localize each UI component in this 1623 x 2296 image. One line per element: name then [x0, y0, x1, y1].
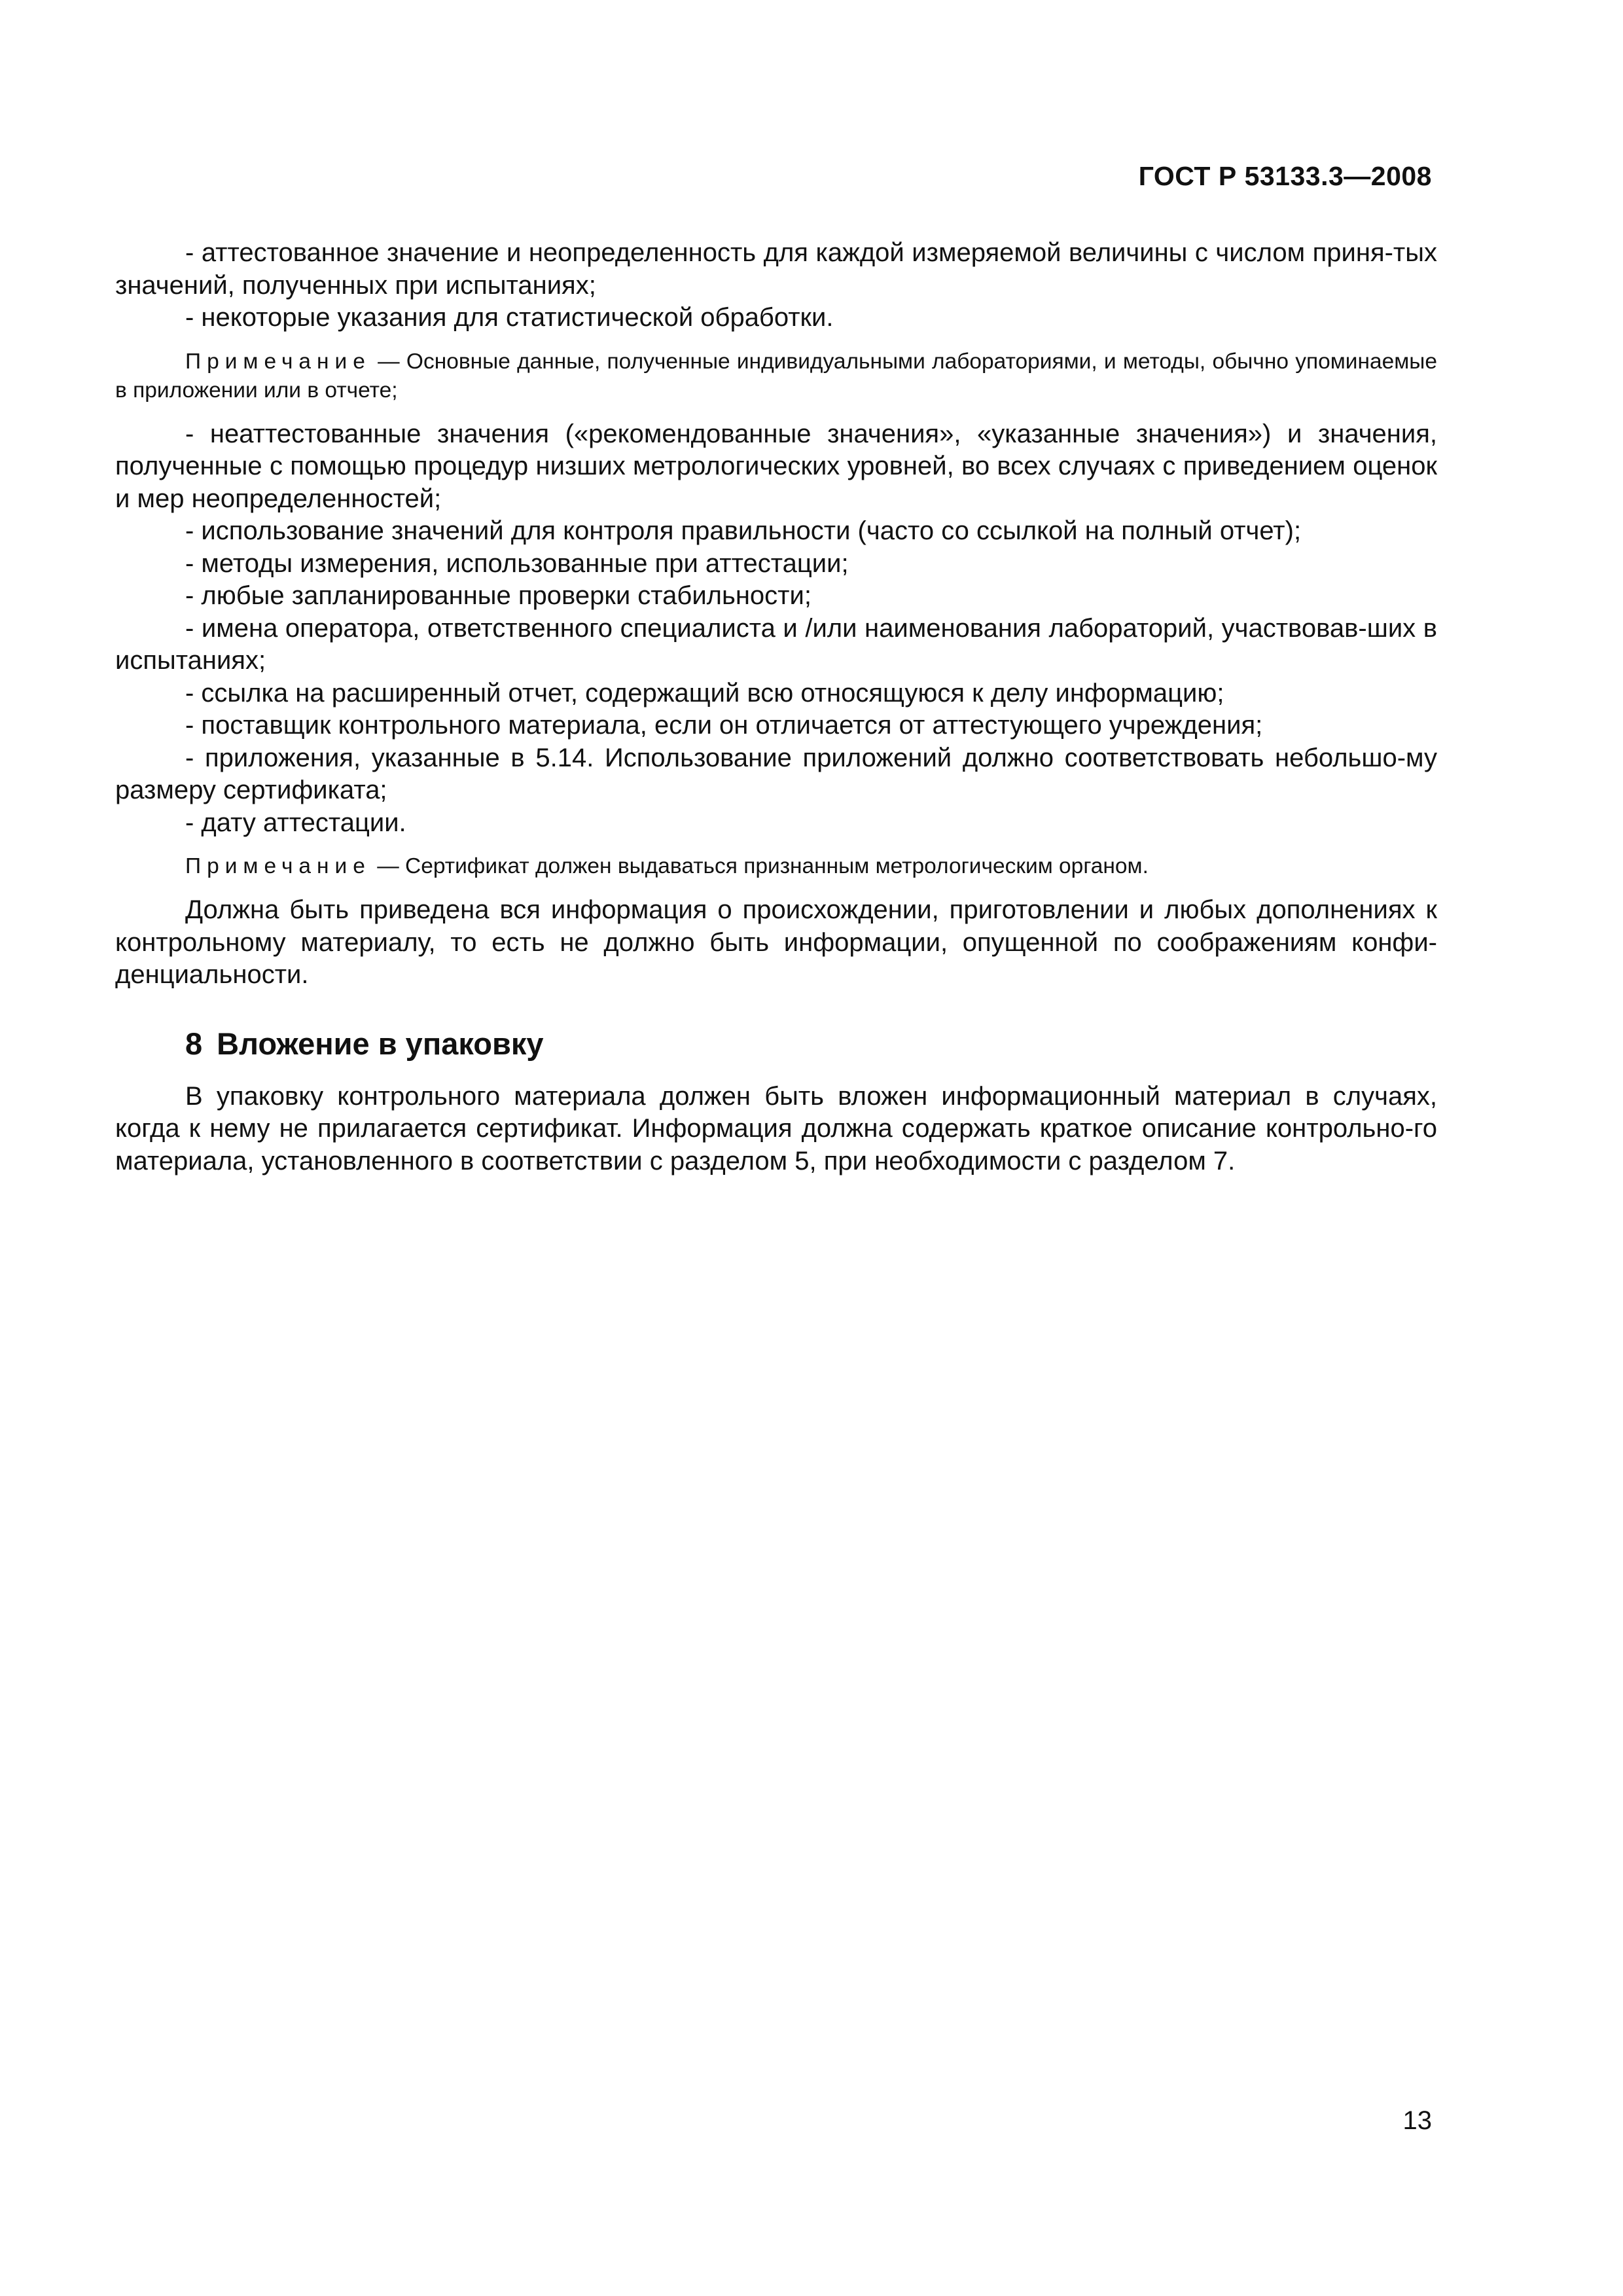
section-8-heading: [115, 1024, 1437, 1064]
page-number: 13: [1402, 2106, 1432, 2135]
list-item-certified-value: - аттестованное значение и неопределенность для каждой измеряемой величины с числом приня-тых значений, полученных при испытаниях;: [115, 238, 1437, 300]
section-8-paragraph: В упаковку контрольного материала должен быть вложен информационный материал в случаях, когда к нему не прилагается сертификат. Информация должна содержать краткое описание контрольно-го материала, установленного в соответствии с разделом 5, при необходимости с разделом 7.: [115, 1081, 1437, 1175]
list-item-statistics: - некоторые указания для статистической обработки.: [185, 303, 834, 332]
section-8-number: 8: [185, 1026, 203, 1061]
list-item-report-link: - ссылка на расширенный отчет, содержащий всю относящуюся к делу информацию;: [185, 678, 1224, 708]
section-8-title: Вложение в упаковку: [217, 1026, 544, 1061]
paragraph-information: Должна быть приведена вся информация о происхождении, приготовлении и любых дополнениях к контрольному материалу, то есть не должно быть информации, опущенной по соображениям конфи-денциальности.: [115, 895, 1437, 989]
list-item-uncertified-values: - неаттестованные значения («рекомендованные значения», «указанные значения») и значения, полученные с помощью процедур низших метрологических уровней, во всех случаях с приведением оценок и мер неопределенностей;: [115, 419, 1437, 513]
list-item-operators: - имена оператора, ответственного специалиста и /или наименования лабораторий, участвовав-ших в испытаниях;: [115, 613, 1437, 675]
note-2-text: — Сертификат должен выдаваться признанным метрологическим органом.: [370, 854, 1149, 878]
note-1-text: — Основные данные, полученные индивидуальными лабораториями, и методы, обычно упоминаемые в приложении или в отчете;: [115, 349, 1437, 403]
list-item-usage: - использование значений для контроля правильности (часто со ссылкой на полный отчет);: [185, 516, 1302, 545]
note-2: [115, 852, 1437, 881]
standard-code-header: ГОСТ Р 53133.3—2008: [1138, 161, 1432, 191]
document-body: [115, 237, 1437, 1177]
list-item-certification-date: - дату аттестации.: [185, 808, 406, 837]
list-item-supplier: - поставщик контрольного материала, если он отличается от аттестующего учреждения;: [185, 711, 1263, 740]
list-item-methods: - методы измерения, использованные при аттестации;: [185, 548, 849, 578]
note-1: [115, 348, 1437, 405]
note-1-label: Примечание: [185, 349, 371, 374]
list-item-stability: - любые запланированные проверки стабильности;: [185, 581, 812, 610]
note-2-label: Примечание: [185, 854, 371, 878]
list-item-appendices: - приложения, указанные в 5.14. Использование приложений должно соответствовать небольшо-му размеру сертификата;: [115, 743, 1437, 804]
